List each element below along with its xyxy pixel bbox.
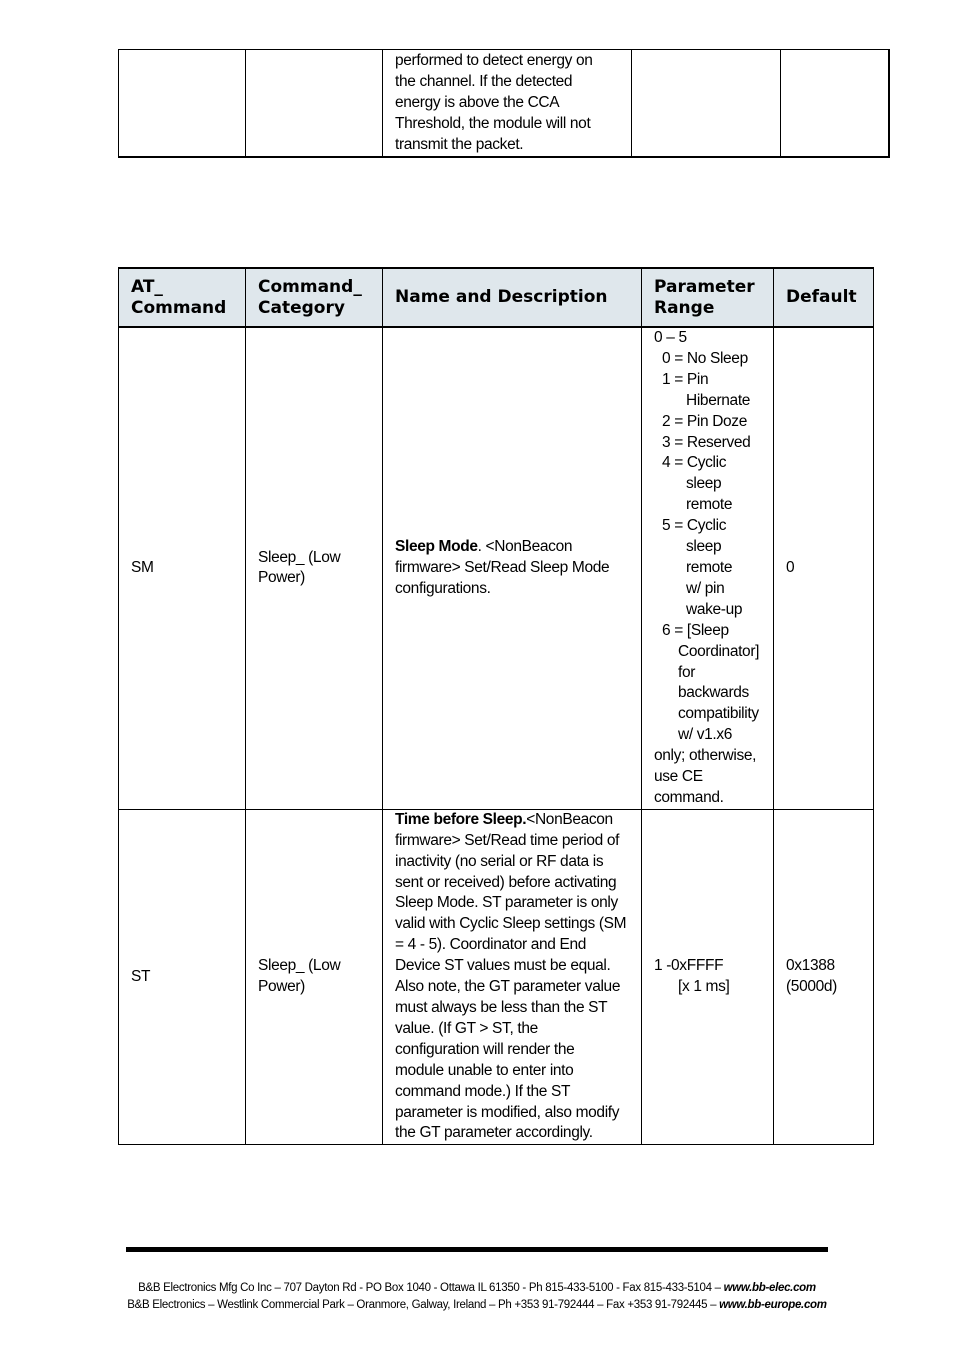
text-line: compatibility: [678, 705, 759, 723]
text-line: backwards: [678, 684, 749, 702]
header-line: Command: [131, 297, 227, 318]
text-line: 2 = Pin Doze: [662, 412, 747, 430]
header-parameter-range: [642, 268, 774, 327]
text-line: [x 1 ms]: [678, 978, 730, 996]
table-row: [119, 50, 889, 157]
text-line: use CE: [654, 768, 703, 786]
description-cell: [383, 327, 642, 809]
text-line: for: [678, 663, 696, 681]
text-line: Hibernate: [686, 391, 751, 409]
table-cell: [246, 50, 383, 157]
text-line: w/ pin: [686, 579, 725, 597]
header-line: Range: [654, 297, 715, 318]
command-cell: [119, 809, 246, 1145]
text-line: the channel. If the detected: [395, 72, 573, 90]
text-line: firmware> Set/Read time period of: [395, 831, 620, 849]
page-footer: [0, 1280, 954, 1313]
category-cell: [246, 809, 383, 1145]
text-line: Threshold, the module will not: [395, 114, 591, 132]
table-cell: [119, 50, 246, 157]
footer-line: [0, 1280, 954, 1297]
header-line: Parameter: [654, 276, 755, 297]
text-line: 0 – 5: [654, 329, 687, 346]
text-line: [395, 810, 633, 831]
text-line: performed to detect energy on: [395, 52, 593, 69]
text-line: firmware> Set/Read Sleep Mode: [395, 558, 610, 576]
description-title: Sleep Mode: [395, 538, 478, 556]
description-text: . <NonBeacon: [477, 538, 573, 556]
footer-text: B&B Electronics Mfg Co Inc – 707 Dayton Rd - PO Box 1040 - Ottawa IL 61350 - Ph 815-433-5100 - Fax 815-433-5104 –: [138, 1282, 724, 1294]
text-line: only; otherwise,: [654, 747, 757, 765]
table-cell: [632, 50, 781, 157]
header-line: Command_: [258, 276, 362, 297]
header-line: Category: [258, 297, 345, 318]
text-line: SM: [131, 558, 154, 576]
table-row: [119, 809, 874, 1145]
header-line: Default: [786, 287, 857, 307]
continuation-table: [118, 49, 890, 158]
description-title: Time before Sleep.: [395, 810, 527, 828]
footer-url: www.bb-elec.com: [723, 1282, 816, 1294]
category-cell: [246, 327, 383, 809]
text-line: the GT parameter accordingly.: [395, 1124, 593, 1142]
text-line: sleep: [686, 538, 722, 556]
text-line: w/ v1.x6: [678, 726, 733, 744]
text-line: sent or received) before activating: [395, 873, 617, 891]
text-line: = 4 - 5). Coordinator and End: [395, 936, 587, 954]
footer-line: [0, 1297, 954, 1314]
table-cell: [781, 50, 889, 157]
text-line: module unable to enter into: [395, 1061, 574, 1079]
header-line: Name and Description: [395, 287, 608, 307]
text-line: Coordinator]: [678, 642, 760, 660]
description-text: <NonBeacon: [526, 810, 613, 828]
footer-url: www.bb-europe.com: [719, 1298, 827, 1311]
text-line: wake-up: [686, 600, 743, 618]
text-line: command mode.) If the ST: [395, 1082, 571, 1100]
range-cell: [642, 809, 774, 1145]
text-line: ST: [131, 967, 151, 985]
text-line: Sleep_ (Low: [258, 957, 341, 975]
text-line: Power): [258, 978, 305, 996]
text-line: 5 = Cyclic: [662, 517, 727, 535]
text-line: energy is above the CCA: [395, 93, 560, 111]
text-line: 0 = No Sleep: [662, 349, 748, 367]
text-line: 1 = Pin: [662, 370, 709, 388]
table-row: [119, 327, 874, 809]
text-line: inactivity (no serial or RF data is: [395, 852, 604, 870]
text-line: [395, 537, 633, 558]
command-cell: [119, 327, 246, 809]
text-line: remote: [686, 558, 733, 576]
text-line: Device ST values must be equal.: [395, 957, 611, 975]
range-cell: [642, 327, 774, 809]
text-line: valid with Cyclic Sleep settings (SM: [395, 915, 627, 933]
text-line: Power): [258, 569, 305, 587]
header-name-description: [383, 268, 642, 327]
text-line: 4 = Cyclic: [662, 454, 727, 472]
description-cell: [383, 809, 642, 1145]
text-line: Also note, the GT parameter value: [395, 978, 621, 996]
description-cell: [383, 50, 632, 157]
header-category: [246, 268, 383, 327]
text-line: configuration will render the: [395, 1040, 575, 1058]
text-line: (5000d): [786, 978, 837, 996]
header-at-command: [119, 268, 246, 327]
text-line: transmit the packet.: [395, 135, 524, 153]
default-cell: [774, 327, 874, 809]
text-line: Sleep_ (Low: [258, 548, 341, 566]
table-header-row: [119, 268, 874, 327]
text-line: 0: [786, 558, 795, 576]
text-line: sleep: [686, 475, 722, 493]
text-line: 6 = [Sleep: [662, 621, 729, 639]
text-line: parameter is modified, also modify: [395, 1103, 620, 1121]
text-line: value. (If GT > ST, the: [395, 1019, 538, 1037]
footer-rule: [126, 1247, 828, 1252]
text-line: Sleep Mode. ST parameter is only: [395, 894, 618, 912]
text-line: 1 -0xFFFF: [654, 957, 724, 975]
text-line: 3 = Reserved: [662, 433, 751, 451]
header-default: [774, 268, 874, 327]
footer-text: B&B Electronics – Westlink Commercial Park – Oranmore, Galway, Ireland – Ph +353 91-792444 – Fax +353 91-792445 –: [127, 1298, 720, 1311]
text-line: command.: [654, 788, 724, 806]
text-line: 0x1388: [786, 957, 835, 975]
text-line: must always be less than the ST: [395, 999, 608, 1016]
at-command-table: [118, 267, 874, 1145]
header-line: AT_: [131, 276, 163, 297]
text-line: configurations.: [395, 579, 491, 597]
text-line: remote: [686, 496, 733, 514]
default-cell: [774, 809, 874, 1145]
